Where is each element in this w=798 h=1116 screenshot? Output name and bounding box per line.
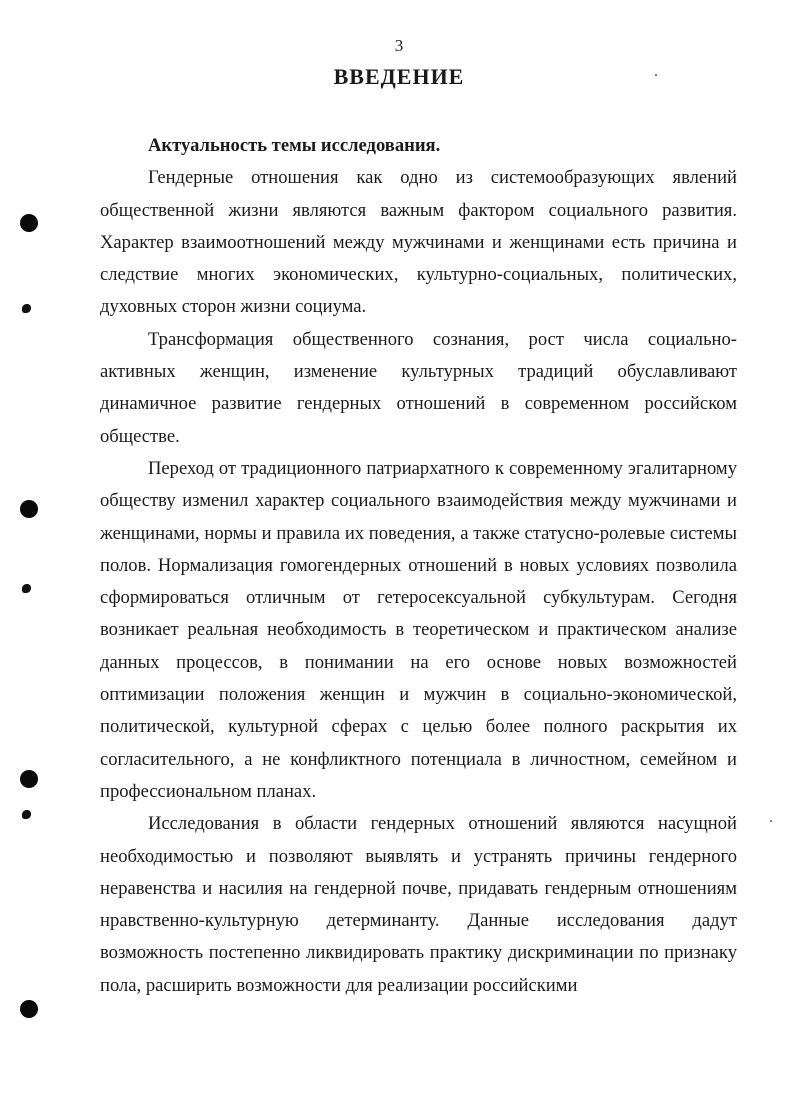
paragraph: Переход от традиционного патриархатного к современному эгалитарному обществу изменил характер социального взаимодействия между мужчинами и женщинами, нормы и правила их поведения, а также статусно-ролевые системы полов. Нормализация гомогендерных отношений в новых условиях позволила сформироваться отличным от гетеросексуальной субкультурам. Сегодня возникает реальная необходимость в теоретическом и практическом анализе данных процессов, в понимании на его основе новых возможностей оптимизации положения женщин и мужчин в социально-экономической, политической, культурной сферах с целью более полного раскрытия их согласительного, а не конфликтного потенциала в личностном, семейном и профессиональном планах. — [100, 457, 737, 802]
scan-speck — [22, 304, 31, 313]
binder-hole — [20, 1000, 38, 1018]
scan-dot — [770, 820, 772, 822]
scan-speck — [22, 584, 31, 593]
page-title: ВВЕДЕНИЕ — [333, 64, 465, 89]
paragraph: Трансформация общественного сознания, рост числа социально-активных женщин, изменение культурных традиций обуславливают динамичное развитие гендерных отношений в современном российском обществе. — [100, 328, 737, 447]
paragraph: Исследования в области гендерных отношений являются насущной необходимостью и позволяют выявлять и устранять причины гендерного неравенства и насилия на гендерной почве, придавать гендерным отношениям нравственно-культурную детерминанту. Данные исследования дадут возможность постепенно ликвидировать практику дискриминации по признаку пола, расширить возможности для реализации российскими — [100, 813, 737, 996]
binder-hole — [20, 770, 38, 788]
paragraph: Гендерные отношения как одно из системообразующих явлений общественной жизни являются важным фактором социального развития. Характер взаимоотношений между мужчинами и женщинами есть причина и следствие многих экономических, культурно-социальных, политических, духовных сторон жизни социума. — [100, 167, 737, 318]
section-heading: Актуальность темы исследования. — [148, 135, 441, 156]
document-body — [100, 130, 737, 1002]
binder-hole — [20, 214, 38, 232]
binder-hole — [20, 500, 38, 518]
scan-speck — [22, 810, 31, 819]
page-number: 3 — [394, 36, 404, 55]
